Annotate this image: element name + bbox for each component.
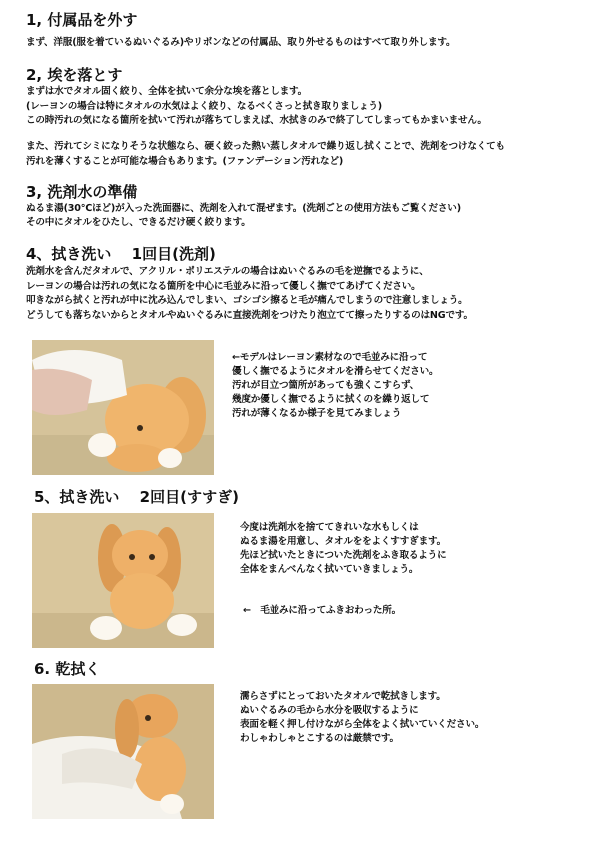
heading-remove-accessories: 1, 付属品を外す bbox=[26, 11, 138, 29]
step5-caption-line: 全体をまんべんなく拭いていきましょう。 bbox=[240, 564, 419, 575]
step2-line: この時汚れの気になる箇所を拭いて汚れが落ちてしまえば、水拭きのみで終了してしまってもかまいません。 bbox=[26, 115, 487, 126]
step4-caption-line: 幾度か優しく撫でるように拭くのを繰り返して bbox=[232, 394, 430, 405]
step4-line: レーヨンの場合は汚れの気になる箇所を中心に毛並みに沿って優しく撫でてあげてください。 bbox=[26, 281, 421, 292]
step5-caption-line: ぬるま湯を用意し、タオルををよくすすぎます。 bbox=[240, 536, 446, 547]
step1-line: まず、洋服(服を着ているぬいぐるみ)やリボンなどの付属品、取り外せるものはすべて取り外します。 bbox=[26, 37, 456, 48]
heading-wipe-wash-1: 4、拭き洗い 1回目(洗剤) bbox=[26, 245, 216, 263]
step3-line: ぬるま湯(30℃ほど)が入った洗面器に、洗剤を入れて混ぜます。(洗剤ごとの使用方法もご覧ください) bbox=[26, 203, 461, 214]
step4-caption-line: ←モデルはレーヨン素材なので毛並みに沿って bbox=[232, 352, 428, 363]
photo-after-rinse bbox=[32, 513, 214, 648]
step4-caption-line: 汚れが薄くなるか様子を見てみましょう bbox=[232, 408, 402, 419]
step4-line: 叩きながら拭くと汚れが中に沈み込んでしまい、ゴシゴシ擦ると毛が痛んでしまうので注意しましょう。 bbox=[26, 295, 468, 306]
step2-line: まずは水でタオル固く絞り、全体を拭いて余分な埃を落とします。 bbox=[26, 86, 308, 97]
photo-wipe-with-towel bbox=[32, 340, 214, 475]
step2-extra-line: 汚れを薄くすることが可能な場合もあります。(ファンデーション汚れなど) bbox=[26, 156, 344, 167]
step2-line: (レーヨンの場合は特にタオルの水気はよく絞り、なるべくさっと拭き取りましょう) bbox=[26, 101, 382, 112]
step6-caption-line: ぬいぐるみの毛から水分を吸収するように bbox=[240, 705, 419, 716]
step6-caption-line: 表面を軽く押し付けながら全体をよく拭いていください。 bbox=[240, 719, 485, 730]
step4-caption-line: 汚れが目立つ箇所があっても強くこすらず、 bbox=[232, 380, 420, 391]
heading-dust-removal: 2, 埃を落とす bbox=[26, 66, 123, 84]
step6-caption-line: わしゃわしゃとこするのは厳禁です。 bbox=[240, 733, 399, 744]
step5-note: ← 毛並みに沿ってふきおわった所。 bbox=[243, 605, 402, 616]
step2-extra-line: また、汚れてシミになりそうな状態なら、硬く絞った熱い蒸しタオルで繰り返し拭くことで、洗剤をつけなくても bbox=[26, 141, 505, 152]
step5-caption-line: 今度は洗剤水を捨ててきれいな水もしくは bbox=[240, 522, 419, 533]
step6-caption-line: 濡らさずにとっておいたタオルで乾拭きします。 bbox=[240, 691, 446, 702]
heading-wipe-wash-2: 5、拭き洗い 2回目(すすぎ) bbox=[34, 488, 239, 506]
heading-detergent-prep: 3, 洗剤水の準備 bbox=[26, 183, 138, 201]
step5-caption-line: 先ほど拭いたときについた洗剤をふき取るように bbox=[240, 550, 447, 561]
step3-line: その中にタオルをひたし、できるだけ硬く絞ります。 bbox=[26, 217, 251, 228]
photo-dry-wipe bbox=[32, 684, 214, 819]
step4-caption-line: 優しく撫でるようにタオルを滑らせてください。 bbox=[232, 366, 439, 377]
step4-line: どうしても落ちないからとタオルやぬいぐるみに直接洗剤をつけたり泡立てて擦ったりするのはNGです。 bbox=[26, 310, 473, 321]
heading-dry-wipe: 6. 乾拭く bbox=[34, 660, 101, 678]
step4-line: 洗剤水を含んだタオルで、アクリル・ポリエステルの場合はぬいぐるみの毛を逆撫でるように、 bbox=[26, 266, 429, 277]
